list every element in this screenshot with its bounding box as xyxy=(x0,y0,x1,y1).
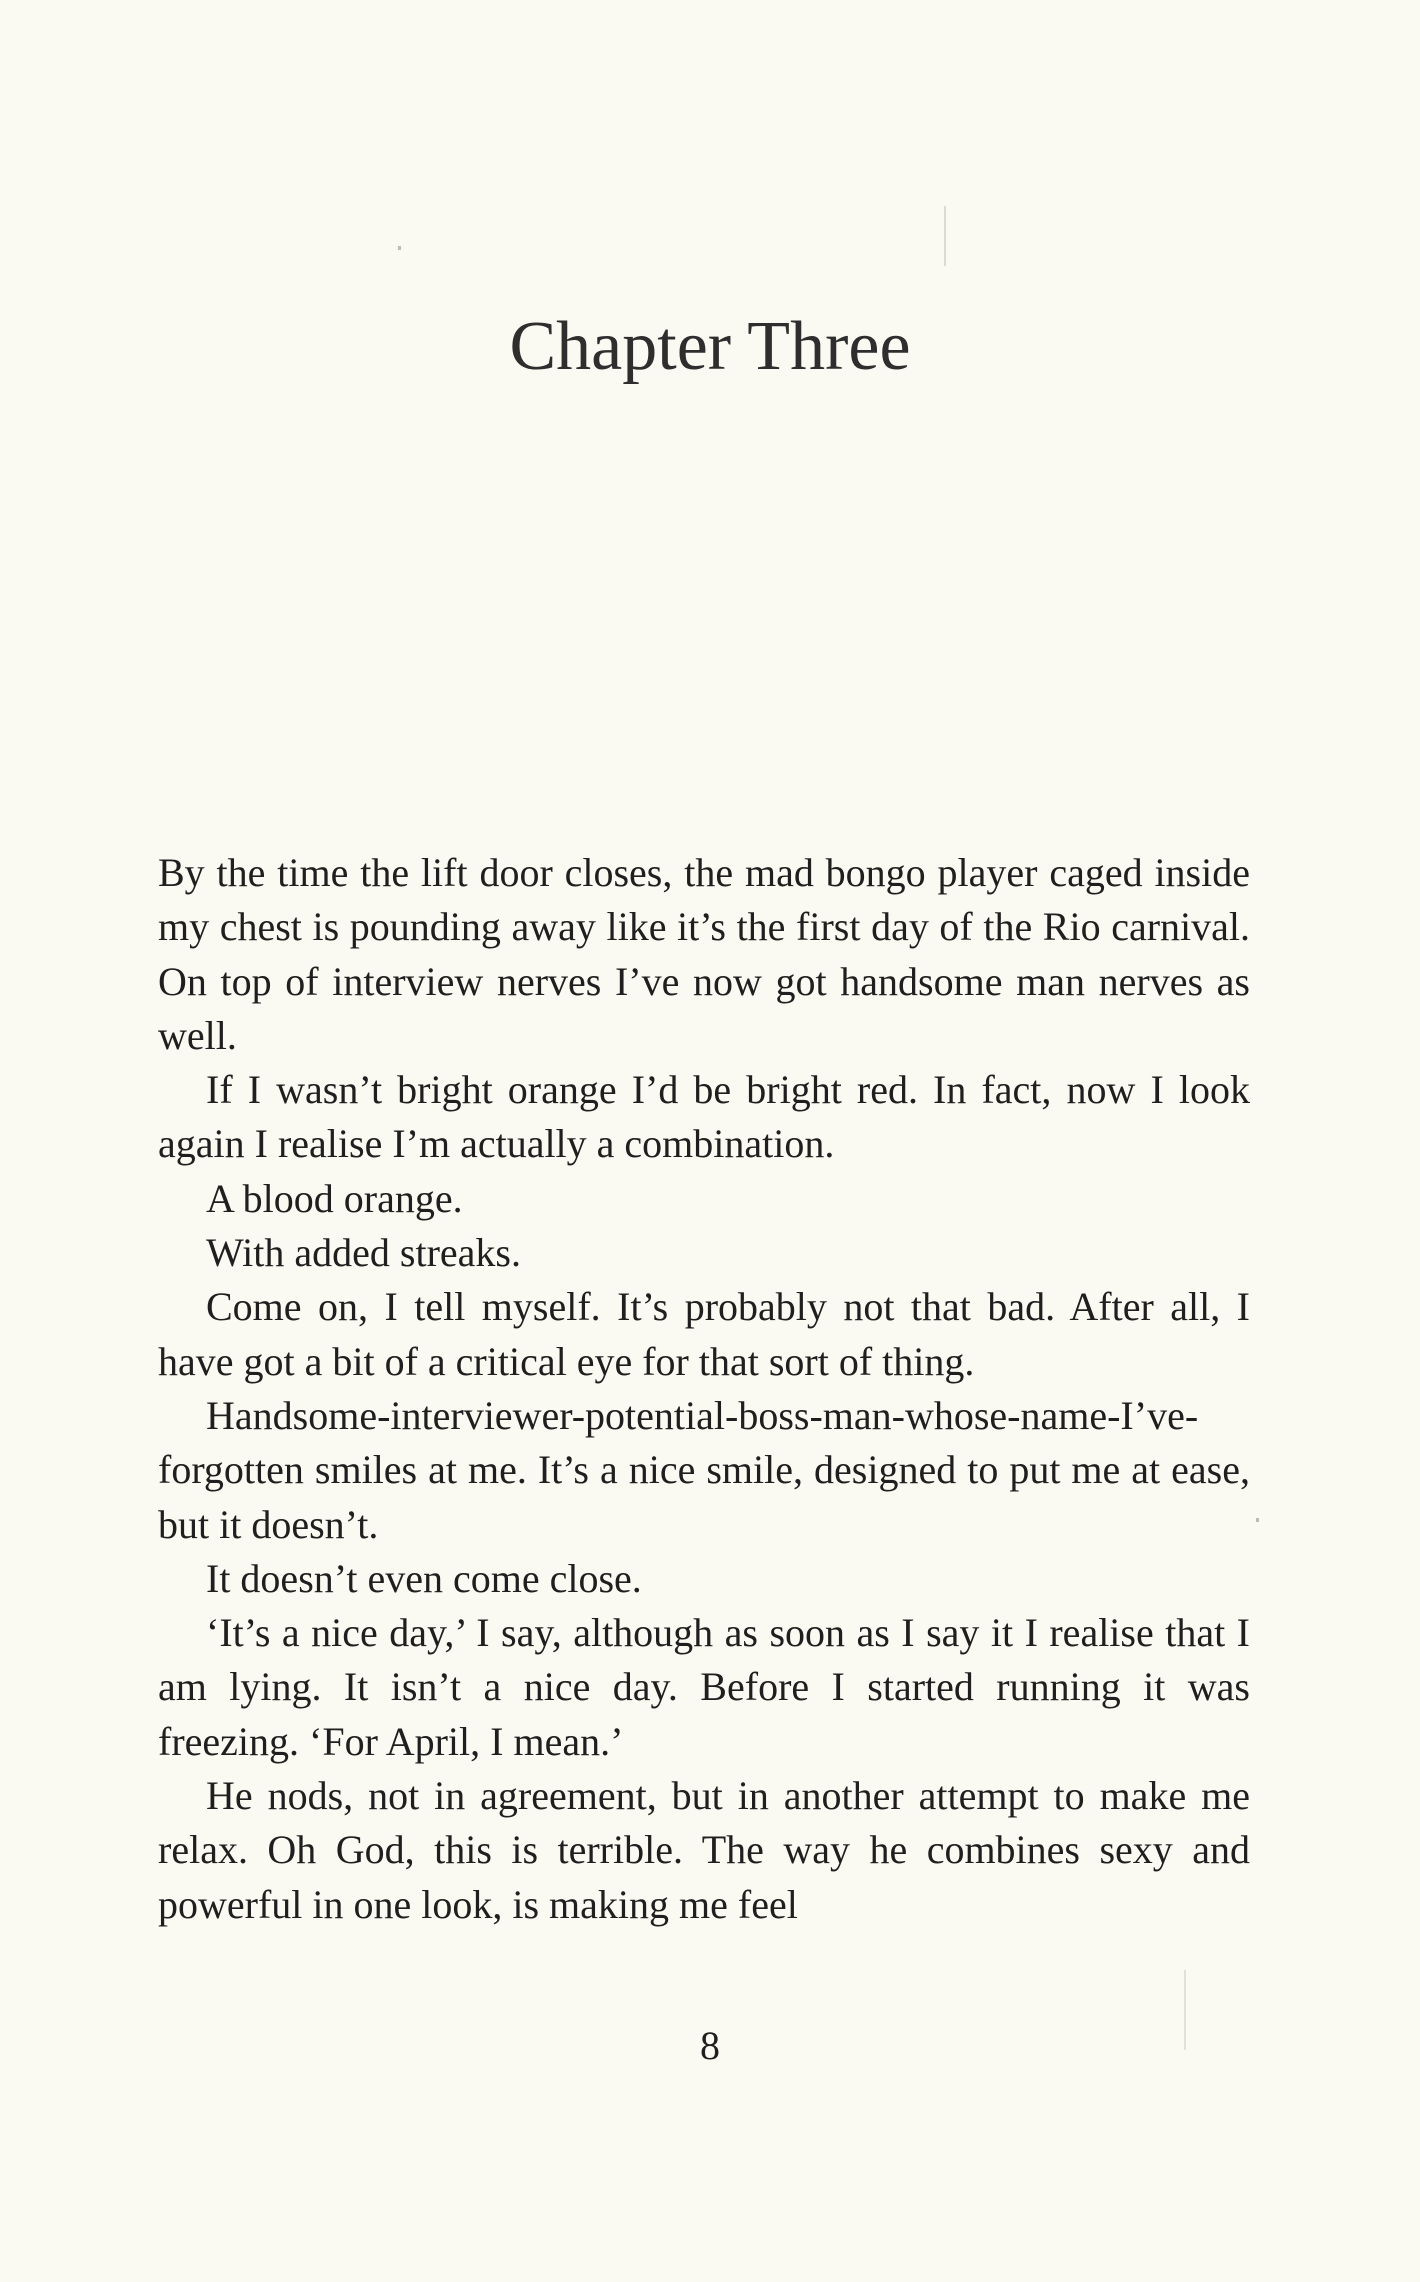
scan-speck xyxy=(944,206,946,266)
paragraph: ‘It’s a nice day,’ I say, although as soon as I say it I realise that I am lying. It isn’t a nice day. Before I started running it was freezing. ‘For April, I mean.’ xyxy=(158,1610,1250,1764)
paragraph: If I wasn’t bright orange I’d be bright red. In fact, now I look again I realise I’m actually a combination. xyxy=(158,1067,1250,1167)
chapter-title: Chapter Three xyxy=(509,308,911,385)
paragraph: It doesn’t even come close. xyxy=(206,1555,642,1601)
paragraph: With added streaks. xyxy=(206,1230,521,1276)
paragraph: A blood orange. xyxy=(206,1175,463,1221)
scan-speck xyxy=(1256,1518,1259,1522)
paragraph: Handsome-interviewer-potential-boss-man-whose-name-I’ve-forgotten smiles at me. It’s a nice smile, designed to put me at ease, but it doesn’t. xyxy=(158,1392,1250,1547)
paragraph: Come on, I tell myself. It’s probably not that bad. After all, I have got a bit of a critical eye for that sort of thing. xyxy=(158,1284,1250,1384)
paragraph: He nods, not in agreement, but in another attempt to make me relax. Oh God, this is terrible. The way he combines sexy and powerful in one look, is making me feel xyxy=(158,1773,1250,1927)
page-number: 8 xyxy=(700,2023,720,2068)
scan-speck xyxy=(398,246,401,250)
body-text xyxy=(158,846,1250,1932)
paragraph: By the time the lift door closes, the mad bongo player caged inside my chest is pounding away like it’s the first day of the Rio carnival. On top of interview nerves I’ve now got handsome man nerves as well. xyxy=(158,850,1250,1058)
